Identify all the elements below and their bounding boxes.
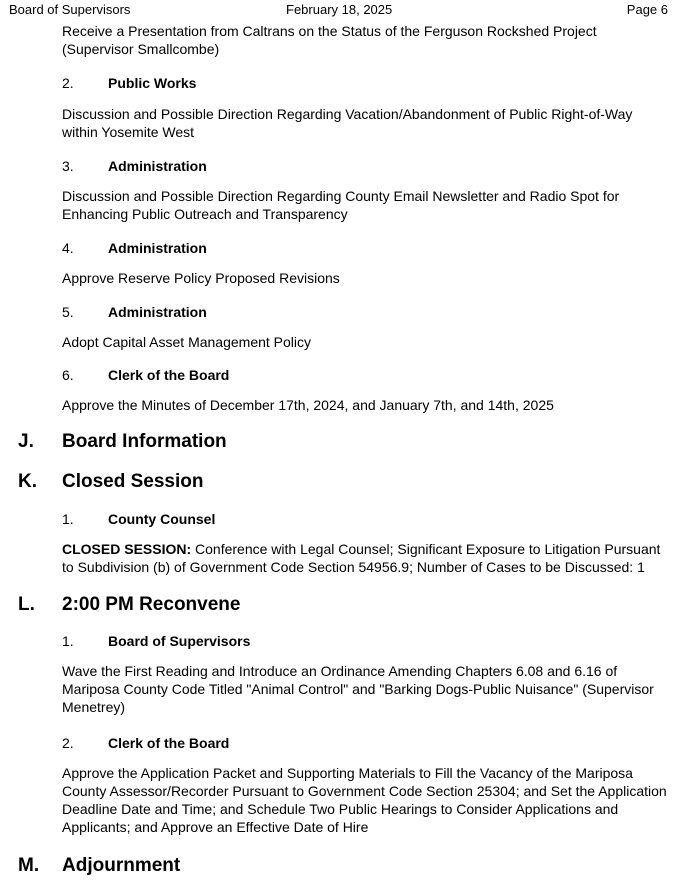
item-number: 4. [62, 240, 74, 256]
section-title: 2:00 PM Reconvene [62, 594, 241, 615]
section-heading-board-information [18, 430, 227, 454]
section-title: Adjournment [62, 855, 181, 876]
header-date: February 18, 2025 [286, 2, 393, 17]
closed-session-label: CLOSED SESSION: [62, 541, 192, 557]
item-number: 6. [62, 367, 74, 383]
item-title: Clerk of the Board [108, 735, 230, 751]
section-heading-closed-session [18, 470, 204, 494]
item-description: Approve the Application Packet and Supporting Materials to Fill the Vacancy of the Mariposa County Assessor/Recorder Pursuant to Government Code Section 25304; and Set the Application Deadline Date and Time; and Schedule Two Public Hearings to Consider Applications and Applicants; and Approve an Effective Date of Hire [62, 765, 667, 835]
item-title: County Counsel [108, 511, 216, 527]
section-heading-adjournment [18, 854, 180, 878]
item-description: Approve the Minutes of December 17th, 2024, and January 7th, and 14th, 2025 [62, 397, 554, 413]
item-description: Wave the First Reading and Introduce an Ordinance Amending Chapters 6.08 and 6.16 of Mariposa County Code Titled "Animal Control" and "Barking Dogs-Public Nuisance" (Supervisor Menetrey) [62, 663, 654, 715]
item-title: Administration [108, 240, 207, 256]
agenda-item-heading [62, 74, 196, 92]
item-title: Board of Supervisors [108, 633, 251, 649]
agenda-item-heading [62, 510, 215, 528]
item-number: 5. [62, 304, 74, 320]
agenda-item-heading [62, 632, 250, 650]
item-description: Discussion and Possible Direction Regarding County Email Newsletter and Radio Spot for Enhancing Public Outreach and Transparency [62, 188, 620, 222]
item-number: 2. [62, 75, 74, 91]
item-title: Clerk of the Board [108, 367, 230, 383]
section-title: Board Information [62, 431, 227, 452]
agenda-item-heading [62, 734, 229, 752]
agenda-item-heading [62, 303, 207, 321]
item-description [62, 540, 670, 576]
item-title: Administration [108, 304, 207, 320]
item-description: Discussion and Possible Direction Regarding Vacation/Abandonment of Public Right-of-Way within Yosemite West [62, 106, 633, 140]
header-title: Board of Supervisors [9, 2, 131, 17]
agenda-item-heading [62, 157, 207, 175]
section-letter: K. [18, 471, 37, 492]
section-title: Closed Session [62, 471, 204, 492]
item-description: Receive a Presentation from Caltrans on the Status of the Ferguson Rockshed Project (Supervisor Smallcombe) [62, 23, 597, 57]
item-title: Public Works [108, 75, 197, 91]
section-letter: J. [18, 431, 34, 452]
item-title: Administration [108, 158, 207, 174]
item-number: 2. [62, 735, 74, 751]
agenda-item-heading [62, 366, 229, 384]
header-page-number: Page 6 [626, 2, 668, 17]
item-number: 1. [62, 511, 74, 527]
item-number: 1. [62, 633, 74, 649]
closed-session-text: Conference with Legal Counsel; Significant Exposure to Litigation Pursuant to Subdivision (b) of Government Code Section 54956.9; Number of Cases to be Discussed: 1 [62, 541, 661, 575]
section-heading-reconvene [18, 593, 240, 617]
item-number: 3. [62, 158, 74, 174]
section-letter: L. [18, 594, 35, 615]
section-letter: M. [18, 855, 40, 876]
agenda-item-heading [62, 239, 207, 257]
item-description: Approve Reserve Policy Proposed Revisions [62, 270, 340, 286]
item-description: Adopt Capital Asset Management Policy [62, 334, 312, 350]
